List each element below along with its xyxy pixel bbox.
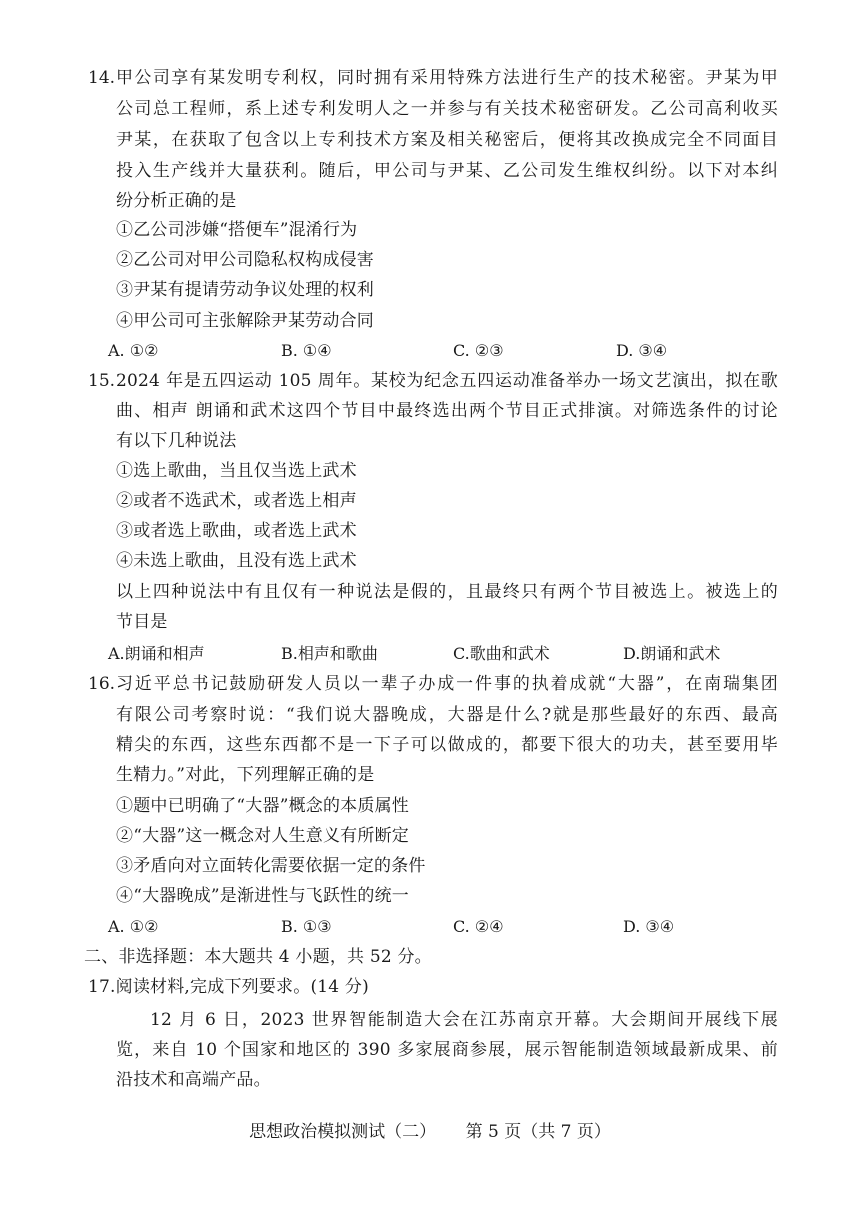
statement-item: ②乙公司对甲公司隐私权构成侵害	[116, 250, 374, 270]
question-number: 16.	[88, 674, 116, 694]
option-b: B. ①③	[281, 917, 332, 936]
statement-item: ②“大器”这一概念对人生意义有所断定	[116, 826, 409, 846]
question-stem-line: 曲、相声 朗诵和武术这四个节目中最终选出两个节目正式排演。对筛选条件的讨论	[116, 401, 778, 421]
question-stem-line: 习近平总书记鼓励研发人员以一辈子办成一件事的执着成就“大器”，在南瑞集团	[116, 674, 778, 694]
question-stem-line: 甲公司享有某发明专利权，同时拥有采用特殊方法进行生产的技术秘密。尹某为甲	[116, 68, 778, 88]
question-stem-line: 尹某，在获取了包含以上专利技术方案及相关秘密后，便将其改换成完全不同面目	[116, 130, 778, 150]
page-footer	[0, 1122, 860, 1142]
section-heading: 二、非选择题：本大题共 4 小题，共 52 分。	[84, 947, 432, 967]
option-d: D. ③④	[616, 341, 668, 360]
statement-item: ④“大器晚成”是渐进性与飞跃性的统一	[116, 886, 409, 906]
question-stem-line: 2024 年是五四运动 105 周年。某校为纪念五四运动准备举办一场文艺演出，拟在歌	[116, 371, 778, 391]
statement-item: ①题中已明确了“大器”概念的本质属性	[116, 796, 409, 816]
option-a: A.朗诵和相声	[108, 644, 205, 663]
question-stem-line: 投入生产线并大量获利。随后，甲公司与尹某、乙公司发生维权纠纷。以下对本纠	[116, 161, 778, 181]
question-number: 14.	[88, 68, 116, 88]
question-stem-line: 公司总工程师，系上述专利发明人之一并参与有关技术秘密研发。乙公司高利收买	[116, 99, 778, 119]
statement-item: ④未选上歌曲，且没有选上武术	[116, 551, 357, 571]
question-stem-line: 有以下几种说法	[116, 431, 237, 451]
question-number: 15.	[88, 371, 116, 391]
statement-item: ①乙公司涉嫌“搭便车”混淆行为	[116, 220, 358, 240]
statement-item: ③尹某有提请劳动争议处理的权利	[116, 280, 374, 300]
option-a: A. ①②	[108, 341, 159, 360]
material-paragraph-line: 沿技术和高端产品。	[116, 1070, 271, 1090]
statement-item: ①选上歌曲，当且仅当选上武术	[116, 461, 357, 481]
option-d: D. ③④	[623, 917, 675, 936]
question-stem-line: 有限公司考察时说：“我们说大器晚成，大器是什么?就是那些最好的东西、最高	[116, 705, 778, 725]
option-d: D.朗诵和武术	[623, 644, 721, 663]
question-stem-line: 纷分析正确的是	[116, 191, 237, 211]
statement-item: ②或者不选武术，或者选上相声	[116, 491, 357, 511]
statement-item: ③或者选上歌曲，或者选上武术	[116, 521, 357, 541]
option-c: C. ②④	[453, 917, 504, 936]
option-c: C. ②③	[453, 341, 504, 360]
material-paragraph-line: 览，来自 10 个国家和地区的 390 多家展商参展，展示智能制造领域最新成果、前	[116, 1040, 778, 1060]
statement-item: ③矛盾向对立面转化需要依据一定的条件	[116, 856, 426, 876]
material-paragraph-line: 12 月 6 日，2023 世界智能制造大会在江苏南京开幕。大会期间开展线下展	[150, 1010, 778, 1030]
question-stem-line: 精尖的东西，这些东西都不是一下子可以做成的，都要下很大的功夫，甚至要用毕	[116, 735, 778, 755]
statement-item: ④甲公司可主张解除尹某劳动合同	[116, 311, 374, 331]
option-a: A. ①②	[108, 917, 159, 936]
option-b: B.相声和歌曲	[281, 644, 378, 663]
question-heading: 17.阅读材料,完成下列要求。(14 分)	[88, 977, 369, 997]
option-b: B. ①④	[281, 341, 332, 360]
question-stem-line: 生精力。”对此，下列理解正确的是	[116, 765, 375, 785]
option-c: C.歌曲和武术	[453, 644, 550, 663]
question-tail-line: 以上四种说法中有且仅有一种说法是假的，且最终只有两个节目被选上。被选上的	[116, 582, 778, 602]
footer-title: 思想政治模拟测试（二）	[249, 1122, 437, 1142]
question-tail-line: 节目是	[116, 612, 168, 632]
footer-page-number: 第 5 页（共 7 页）	[465, 1122, 611, 1142]
